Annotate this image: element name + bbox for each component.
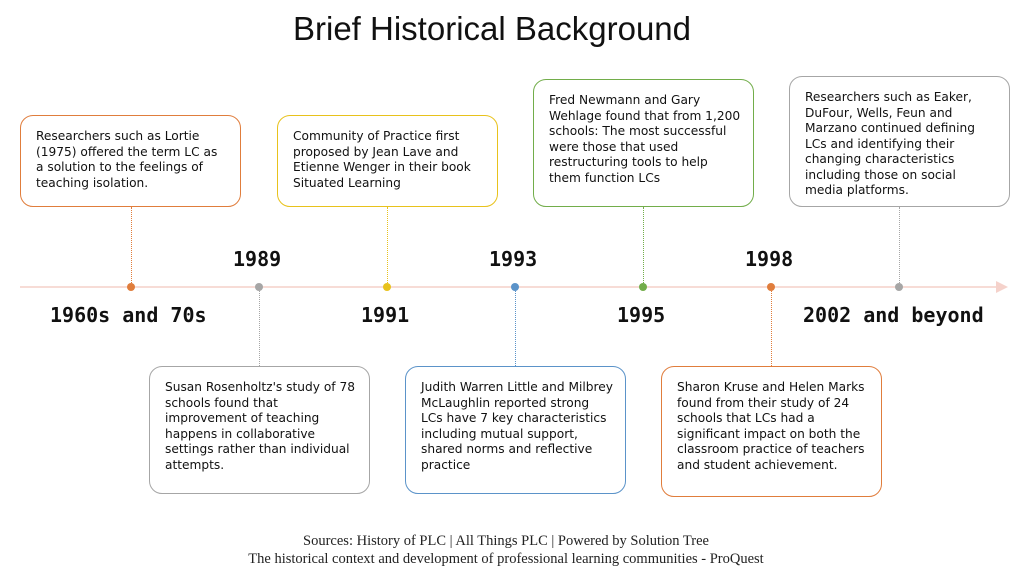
year-label-1993: 1993 (489, 247, 538, 271)
connector-1960s (131, 207, 132, 287)
event-box-2002: Researchers such as Eaker, DuFour, Wells, Feun and Marzano continued defining LCs and identifying their changing characteristics including those on social media platforms. (789, 76, 1010, 207)
timeline-dot-1991 (383, 283, 391, 291)
year-label-2002: 2002 and beyond (803, 303, 984, 327)
page-title: Brief Historical Background (293, 10, 691, 47)
connector-1989 (259, 288, 260, 366)
timeline-dot-1989 (255, 283, 263, 291)
year-label-1991: 1991 (361, 303, 410, 327)
year-label-1960s: 1960s and 70s (50, 303, 207, 327)
connector-2002 (899, 207, 900, 287)
timeline-dot-2002 (895, 283, 903, 291)
sources-line-1: Sources: History of PLC | All Things PLC | Powered by Solution Tree (303, 533, 709, 549)
timeline-dot-1960s (127, 283, 135, 291)
connector-1993 (515, 288, 516, 366)
timeline-dot-1998 (767, 283, 775, 291)
connector-1995 (643, 207, 644, 287)
event-box-1995: Fred Newmann and Gary Wehlage found that from 1,200 schools: The most successful were those that used restructuring tools to help them function LCs (533, 79, 754, 207)
timeline-dot-1995 (639, 283, 647, 291)
timeline-arrow-icon (996, 281, 1008, 293)
connector-1991 (387, 207, 388, 287)
timeline-dot-1993 (511, 283, 519, 291)
year-label-1995: 1995 (617, 303, 666, 327)
connector-1998 (771, 288, 772, 366)
event-box-1993: Judith Warren Little and Milbrey McLaughlin reported strong LCs have 7 key characteristics including mutual support, shared norms and reflective practice (405, 366, 626, 494)
timeline-axis (20, 286, 998, 288)
event-box-1960s: Researchers such as Lortie (1975) offered the term LC as a solution to the feelings of teaching isolation. (20, 115, 241, 207)
event-box-1989: Susan Rosenholtz's study of 78 schools found that improvement of teaching happens in collaborative settings rather than individual attempts. (149, 366, 370, 494)
event-box-1998: Sharon Kruse and Helen Marks found from their study of 24 schools that LCs had a significant impact on both the classroom practice of teachers and student achievement. (661, 366, 882, 497)
sources-line-2: The historical context and development of professional learning communities - ProQuest (248, 551, 764, 567)
year-label-1998: 1998 (745, 247, 794, 271)
event-box-1991: Community of Practice first proposed by Jean Lave and Etienne Wenger in their book Situated Learning (277, 115, 498, 207)
year-label-1989: 1989 (233, 247, 282, 271)
